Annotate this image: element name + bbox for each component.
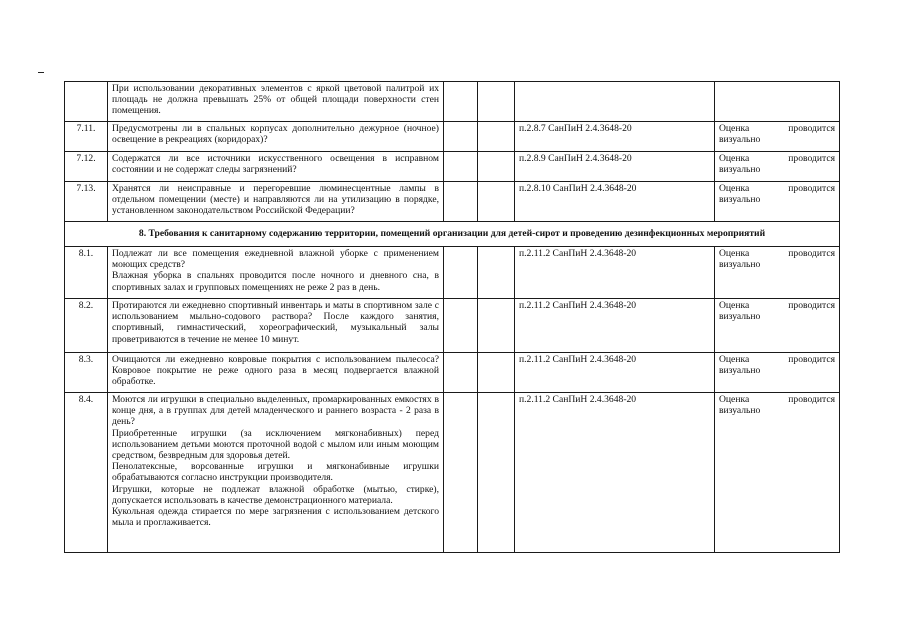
checklist-body: [65, 82, 840, 553]
requirement-reference: п.2.8.10 СанПиН 2.4.3648-20: [515, 182, 715, 222]
assessment-method: [715, 353, 840, 393]
requirement-reference: [515, 82, 715, 122]
section-row: [65, 222, 840, 247]
assessment-word: проводится: [788, 153, 835, 164]
question-text: Приобретенные игрушки (за исключением мягконабивных) перед использованием детьми моются проточной водой с мылом или иным моющим средством, безвредным для здоровья детей.: [112, 427, 439, 462]
assessment-method: [715, 182, 840, 222]
answer-cell-yes[interactable]: [444, 247, 478, 299]
table-row: [65, 82, 840, 122]
answer-cell-yes[interactable]: [444, 152, 478, 182]
assessment-line: визуально: [719, 405, 761, 417]
question-cell: [108, 182, 444, 222]
margin-mark: [38, 72, 44, 73]
answer-cell-no[interactable]: [478, 299, 515, 353]
assessment-line: [719, 248, 835, 259]
assessment-word: Оценка: [719, 394, 750, 405]
assessment-line: визуально: [719, 259, 761, 271]
question-text: Моются ли игрушки в специально выделенных, промаркированных емкостях в конце дня, а в группах для детей младенческого и раннего возраста - 2 раза в день?: [112, 394, 439, 428]
question-text: Очищаются ли ежедневно ковровые покрытия с использованием пылесоса? Ковровое покрытие не реже одного раза в месяц подвергается влажной обработке.: [112, 354, 439, 388]
assessment-method: [715, 393, 840, 553]
row-number: 7.12.: [65, 152, 108, 182]
answer-cell-yes[interactable]: [444, 353, 478, 393]
assessment-method: [715, 152, 840, 182]
requirement-reference: п.2.11.2 СанПиН 2.4.3648-20: [515, 393, 715, 553]
assessment-line: [719, 153, 835, 164]
answer-cell-yes[interactable]: [444, 182, 478, 222]
assessment-line: визуально: [719, 134, 761, 146]
checklist-table: [64, 81, 840, 553]
row-number: [65, 82, 108, 122]
assessment-line: [719, 123, 835, 134]
question-cell: [108, 152, 444, 182]
question-text: Хранятся ли неисправные и перегоревшие люминесцентные лампы в отдельном помещении (месте) и направляются ли на утилизацию в порядке, установленном законодательством Российской Федерации?: [112, 183, 439, 217]
assessment-line: визуально: [719, 164, 761, 176]
assessment-line: [719, 183, 835, 194]
question-text: Игрушки, которые не подлежат влажной обработке (мытью, стирке), допускается использовать в качестве демонстрационного материала.: [112, 483, 439, 506]
question-text: Содержатся ли все источники искусственного освещения в исправном состоянии и не содержат следы загрязнений?: [112, 153, 439, 176]
answer-cell-no[interactable]: [478, 182, 515, 222]
assessment-line: визуально: [719, 311, 761, 323]
question-cell: [108, 299, 444, 353]
requirement-reference: п.2.11.2 СанПиН 2.4.3648-20: [515, 299, 715, 353]
table-row: [65, 299, 840, 353]
assessment-method: [715, 122, 840, 152]
answer-cell-no[interactable]: [478, 152, 515, 182]
assessment-word: проводится: [788, 354, 835, 365]
answer-cell-yes[interactable]: [444, 82, 478, 122]
row-number: 8.4.: [65, 393, 108, 553]
assessment-word: Оценка: [719, 153, 750, 164]
row-number: 7.13.: [65, 182, 108, 222]
question-text: Предусмотрены ли в спальных корпусах дополнительно дежурное (ночное) освещение в рекреациях (коридорах)?: [112, 123, 439, 146]
assessment-word: проводится: [788, 123, 835, 134]
assessment-line: визуально: [719, 194, 761, 206]
requirement-reference: п.2.8.7 СанПиН 2.4.3648-20: [515, 122, 715, 152]
assessment-word: проводится: [788, 300, 835, 311]
table-row: [65, 353, 840, 393]
section-title: 8. Требования к санитарному содержанию территории, помещений организации для детей-сирот и проведению дезинфекционных мероприятий: [65, 222, 840, 247]
row-number: 8.1.: [65, 247, 108, 299]
assessment-method: [715, 82, 840, 122]
assessment-word: проводится: [788, 248, 835, 259]
question-text: Кукольная одежда стирается по мере загрязнения с использованием детского мыла и проглаживается.: [112, 506, 439, 529]
answer-cell-no[interactable]: [478, 122, 515, 152]
requirement-reference: п.2.11.2 СанПиН 2.4.3648-20: [515, 353, 715, 393]
question-cell: [108, 82, 444, 122]
question-text: Пенолатексные, ворсованные игрушки и мягконабивные игрушки обрабатываются согласно инструкции производителя.: [112, 461, 439, 484]
question-text: Протираются ли ежедневно спортивный инвентарь и маты в спортивном зале с использованием мыльно-содового раствора? После каждого занятия, спортивный, гимнастический, хореографический, музыкальный залы проветриваются в течение не менее 10 минут.: [112, 300, 439, 345]
assessment-line: [719, 354, 835, 365]
assessment-word: Оценка: [719, 183, 750, 194]
assessment-word: Оценка: [719, 354, 750, 365]
assessment-word: Оценка: [719, 300, 750, 311]
assessment-line: визуально: [719, 365, 761, 377]
question-cell: [108, 247, 444, 299]
row-number: 8.3.: [65, 353, 108, 393]
answer-cell-yes[interactable]: [444, 122, 478, 152]
table-row: [65, 393, 840, 553]
answer-cell-no[interactable]: [478, 247, 515, 299]
requirement-reference: п.2.8.9 СанПиН 2.4.3648-20: [515, 152, 715, 182]
assessment-method: [715, 247, 840, 299]
table-row: [65, 182, 840, 222]
assessment-word: проводится: [788, 394, 835, 405]
assessment-word: Оценка: [719, 248, 750, 259]
assessment-line: [719, 394, 835, 405]
answer-cell-no[interactable]: [478, 393, 515, 553]
requirement-reference: п.2.11.2 СанПиН 2.4.3648-20: [515, 247, 715, 299]
question-cell: [108, 353, 444, 393]
answer-cell-yes[interactable]: [444, 299, 478, 353]
answer-cell-yes[interactable]: [444, 393, 478, 553]
row-number: 7.11.: [65, 122, 108, 152]
question-cell: [108, 122, 444, 152]
table-row: [65, 152, 840, 182]
question-cell: [108, 393, 444, 553]
question-text: Влажная уборка в спальнях проводится после ночного и дневного сна, в спортивных залах и групповых помещениях не реже 2 раз в день.: [112, 270, 439, 293]
question-text: При использовании декоративных элементов с яркой цветовой палитрой их площадь не должна превышать 25% от общей площади поверхности стен помещения.: [112, 83, 439, 117]
question-text: Подлежат ли все помещения ежедневной влажной уборке с применением моющих средств?: [112, 248, 439, 271]
assessment-method: [715, 299, 840, 353]
answer-cell-no[interactable]: [478, 82, 515, 122]
assessment-line: [719, 300, 835, 311]
assessment-word: проводится: [788, 183, 835, 194]
table-row: [65, 122, 840, 152]
assessment-word: Оценка: [719, 123, 750, 134]
answer-cell-no[interactable]: [478, 353, 515, 393]
row-number: 8.2.: [65, 299, 108, 353]
table-row: [65, 247, 840, 299]
